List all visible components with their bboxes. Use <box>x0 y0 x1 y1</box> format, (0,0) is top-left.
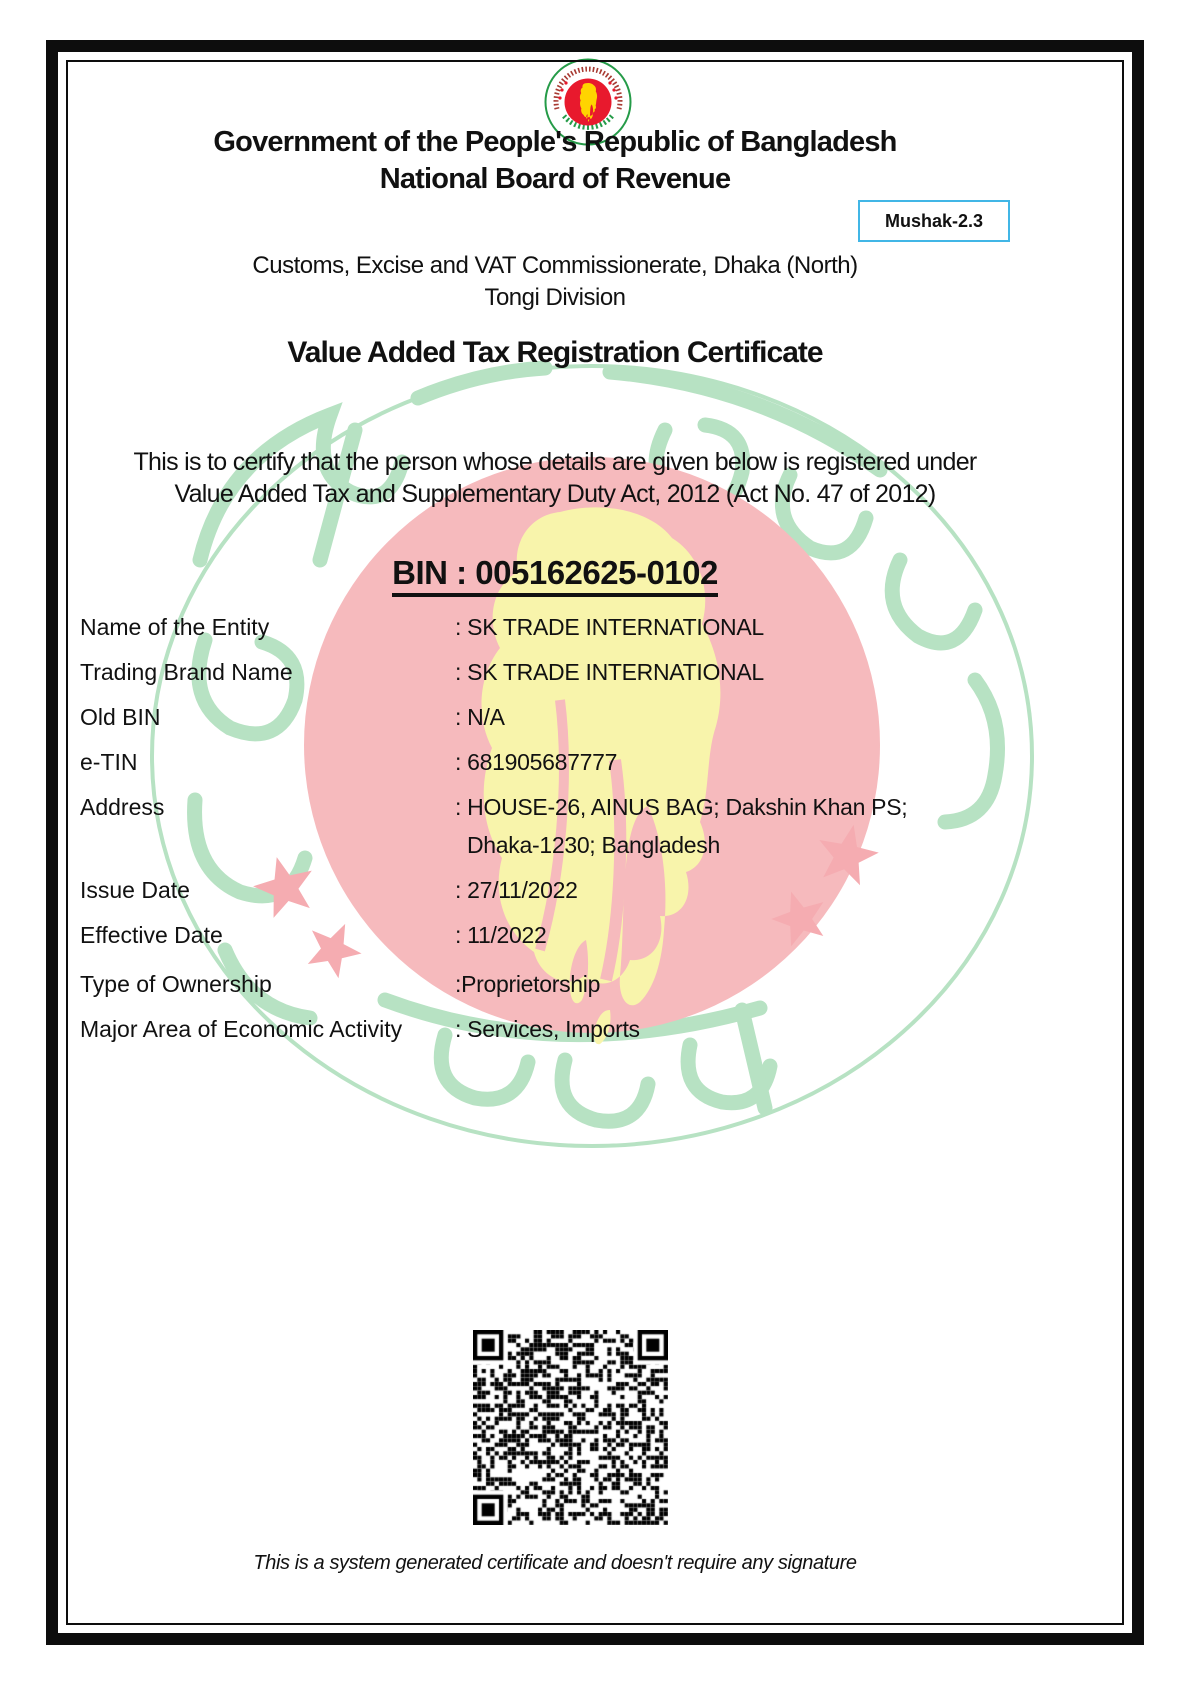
field-value: : SK TRADE INTERNATIONAL <box>455 614 764 640</box>
field-value: :Proprietorship <box>455 971 601 997</box>
field-label: Major Area of Economic Activity <box>80 1016 403 1042</box>
office-line1: Customs, Excise and VAT Commissionerate, Dhaka (North) <box>252 252 858 279</box>
field-value-wrap <box>455 875 578 905</box>
field-row <box>80 969 1090 999</box>
field-label: Address <box>80 794 165 820</box>
field-value-wrap <box>455 747 617 777</box>
office-line2: Tongi Division <box>484 284 626 311</box>
field-label: Trading Brand Name <box>80 659 293 685</box>
field-row <box>80 747 1090 777</box>
field-value-wrap <box>455 612 764 642</box>
field-row <box>80 875 1090 905</box>
field-value: : 27/11/2022 <box>455 877 578 903</box>
field-row <box>80 702 1090 732</box>
field-label: Issue Date <box>80 877 190 903</box>
field-value-wrap <box>455 657 764 687</box>
field-value-line2: Dhaka-1230; Bangladesh <box>467 832 720 858</box>
certificate-title: Value Added Tax Registration Certificate <box>287 336 823 369</box>
field-value: : SK TRADE INTERNATIONAL <box>455 659 764 685</box>
field-value: : Services, Imports <box>455 1016 640 1042</box>
qr-code <box>473 1330 668 1525</box>
field-row <box>80 792 1090 860</box>
field-row <box>80 920 1090 950</box>
field-value-wrap <box>455 920 547 950</box>
field-label: Name of the Entity <box>80 614 270 640</box>
field-value: : 681905687777 <box>455 749 618 775</box>
field-label: Type of Ownership <box>80 971 272 997</box>
bin-number: BIN : 005162625-0102 <box>392 554 718 597</box>
field-label: Effective Date <box>80 922 223 948</box>
fields <box>80 612 1090 1059</box>
field-value: : N/A <box>455 704 505 730</box>
header-line1: Government of the People's Republic of Bangladesh <box>213 126 897 158</box>
field-value: : 11/2022 <box>455 922 547 948</box>
form-number-label: Mushak-2.3 <box>884 210 984 231</box>
footer-note: This is a system generated certificate and doesn't require any signature <box>253 1552 857 1574</box>
header-line2: National Board of Revenue <box>379 163 731 195</box>
certify-line1: This is to certify that the person whose details are given below is registered under <box>133 448 977 476</box>
field-row <box>80 612 1090 642</box>
field-value-wrap <box>455 792 907 860</box>
certify-line2: Value Added Tax and Supplementary Duty Act, 2012 (Act No. 47 of 2012) <box>174 480 936 508</box>
field-row <box>80 657 1090 687</box>
field-value-wrap <box>455 702 505 732</box>
bin-heading <box>0 554 1110 592</box>
field-value-wrap <box>455 1014 640 1044</box>
field-value: : HOUSE-26, AINUS BAG; Dakshin Khan PS; <box>455 794 908 820</box>
field-label: Old BIN <box>80 704 161 730</box>
field-value-wrap <box>455 969 600 999</box>
form-number-badge <box>858 200 1010 242</box>
field-row <box>80 1014 1090 1044</box>
field-label: e-TIN <box>80 749 138 775</box>
